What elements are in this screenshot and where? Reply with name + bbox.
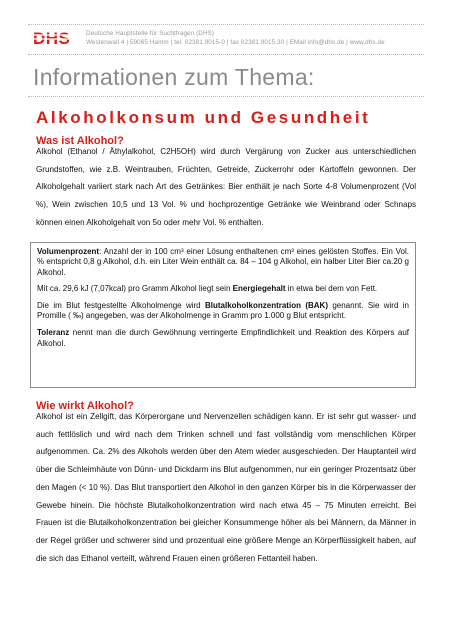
svg-text:DHS: DHS	[33, 29, 71, 47]
org-name: Deutsche Hauptstelle für Suchtfragen (DHS)	[86, 30, 215, 37]
section-heading-what-is-alcohol: Was ist Alkohol?	[36, 135, 124, 147]
definition-volume-percent: Volumenprozent: Anzahl der in 100 cm³ einer Lösung enthaltenen cm³ eines gelösten Stoffes. Ein Vol. % entspricht 0,8 g Alkohol, d.h. ein Liter Wein enthält ca. 84 – 104 g Alkohol, ein halber Liter Bier ca.20 g Alkohol.	[37, 247, 409, 277]
organization-info	[86, 29, 385, 47]
dhs-logo	[33, 29, 79, 47]
topic-heading: Informationen zum Thema:	[33, 64, 315, 90]
section-text-how-alcohol-works: Alkohol ist ein Zellgift, das Körperorgane und Nervenzellen schädigen kann. Er ist sehr gut wasser- und auch fettlöslich und wird nach dem Trinken schnell und fast vollständig vom menschlichen Körper aufgenommen. Ca. 2% des Alkohols werden über den Atem wieder ausgeschieden. Der Hauptanteil wird über die Schleimhäute von Dünn- und Dickdarm ins Blut aufgenommen, nur ein geringer Prozentsatz über den Magen (< 10 %). Das Blut transportiert den Alkohol in den ganzen Körper bis in die Körperwasser der Gewebe hinein. Die höchste Blutalkoholkonzentration wird nach etwa 45 – 75 Minuten erreicht. Bei Frauen ist die Blutalkoholkonzentration bei gleicher Konsummenge höher als bei Männern, da Männer in der Regel größer und schwerer sind und prozentual eine größere Menge an Körperflüssigkeit haben, auf die sich das Ethanol verteilt, während Frauen einen größeren Fettanteil haben.	[36, 412, 416, 563]
org-address: Westenwall 4 | 59065 Hamm | tel. 02381.9015-0 | fax 02381.9015.30 | EMail info@dhs.de | www.dhs.de	[86, 39, 385, 46]
header-top-rule	[28, 24, 424, 25]
definition-energy-content: Mit ca. 29,6 kJ (7,07kcal) pro Gramm Alkohol liegt sein Energiegehalt in etwa bei dem von Fett.	[37, 284, 378, 294]
header-bottom-rule	[28, 96, 424, 97]
section-text-what-is-alcohol: Alkohol (Ethanol / Äthylalkohol, C2H5OH) wird durch Vergärung von Zucker aus unterschiedlichen Grundstoffen, wie z.B. Weintrauben, Früchten, Getreide, Zuckerrohr oder Kartoffeln gewonnen. Der Alkoholgehalt variiert stark nach Art des Getränkes: Bier enthält je nach Sorte 4-8 Volumenprozent (Vol %), Wein zwischen 10,5 und 13 Vol. % und hochprozentige Getränke wie Weinbrand oder Schnaps können einen Alkoholgehalt von 5o oder mehr Vol. % enthalten.	[36, 147, 416, 227]
section-heading-how-alcohol-works: Wie wirkt Alkohol?	[36, 400, 134, 412]
page-title: Alkoholkonsum und Gesundheit	[36, 108, 371, 127]
header-middle-rule	[28, 54, 424, 55]
definitions-box	[30, 242, 416, 388]
definition-tolerance: Toleranz nennt man die durch Gewöhnung verringerte Empfindlichkeit und Reaktion des Körpers auf Alkohol.	[37, 328, 409, 348]
definition-blood-alcohol: Die im Blut festgestellte Alkoholmenge wird Blutalkoholkonzentration (BAK) genannt. Sie wird in Promille ( ‰) angegeben, was der Alkoholmenge in Gramm pro 1.000 g Blut entspricht.	[37, 301, 409, 321]
